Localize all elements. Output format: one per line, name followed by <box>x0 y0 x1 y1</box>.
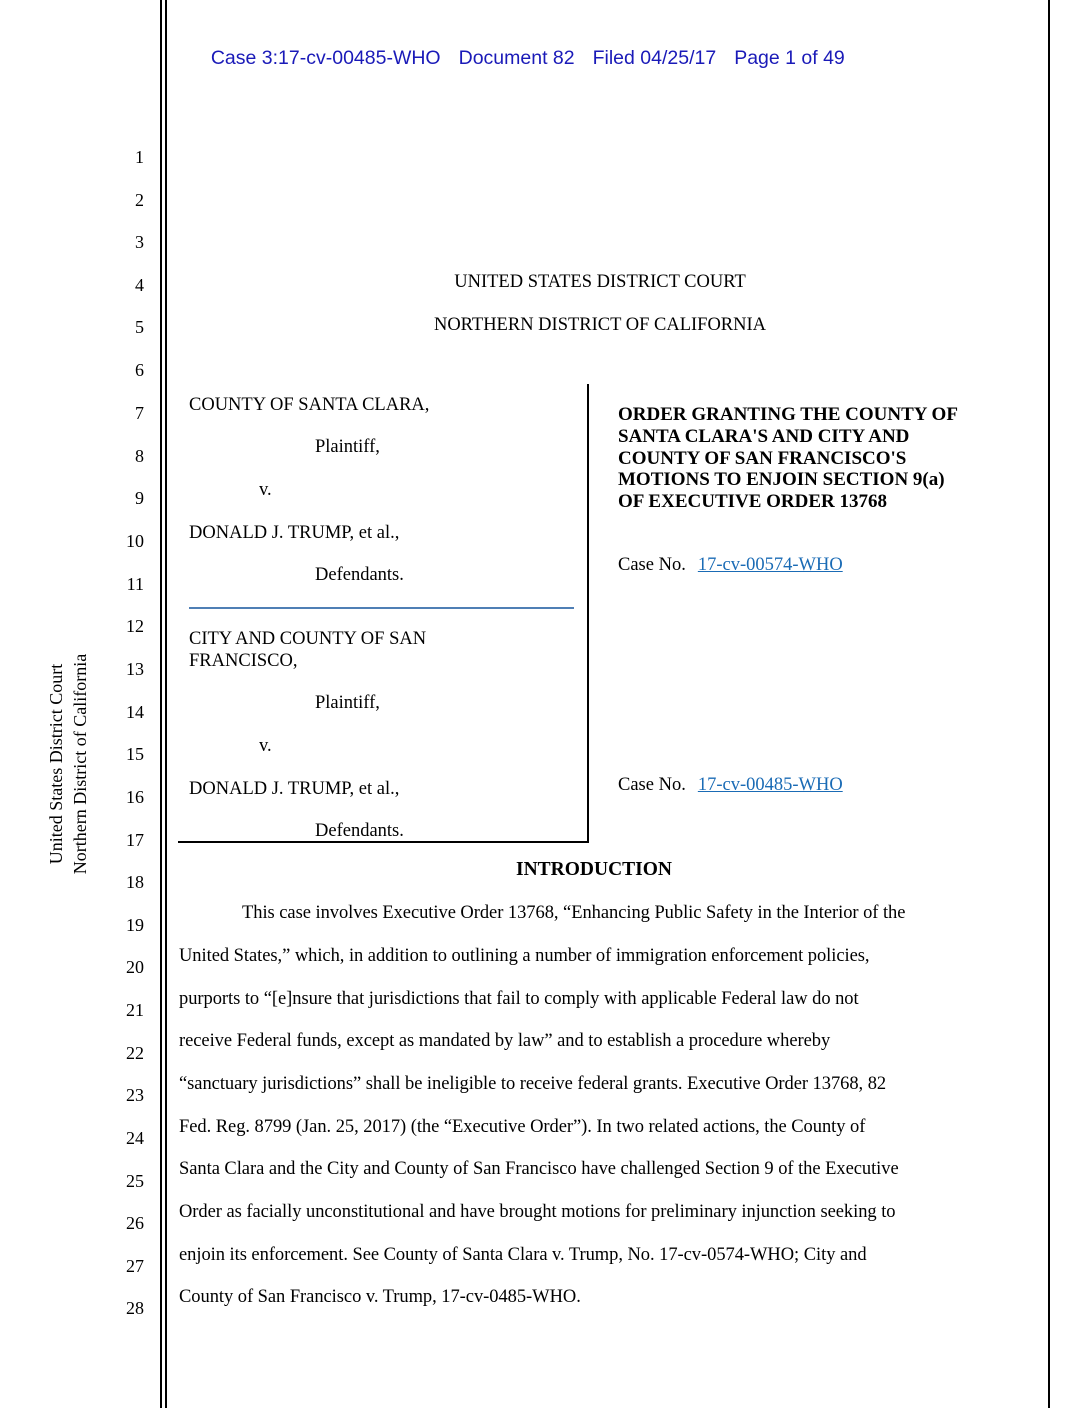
body-line: enjoin its enforcement. See County of Santa Clara v. Trump, No. 17-cv-0574-WHO; City and <box>179 1245 867 1265</box>
case1-plaintiff-role: Plaintiff, <box>315 437 380 457</box>
header-case-number: Case 3:17-cv-00485-WHO <box>210 47 441 69</box>
line-number: 6 <box>135 360 144 380</box>
caption-vertical-divider <box>587 384 589 843</box>
body-line: receive Federal funds, except as mandated by law” and to establish a procedure whereby <box>179 1031 831 1051</box>
case1-defendant-role: Defendants. <box>315 565 404 585</box>
line-number: 24 <box>126 1128 144 1148</box>
line-number: 20 <box>126 957 144 977</box>
caption-separator-rule <box>189 607 574 609</box>
line-number: 7 <box>135 403 144 423</box>
case2-plaintiff-line2: FRANCISCO, <box>189 651 298 671</box>
order-title <box>618 404 1038 513</box>
court-name: UNITED STATES DISTRICT COURT <box>454 272 746 292</box>
line-number: 17 <box>126 830 144 850</box>
body-line: Order as facially unconstitutional and have brought motions for preliminary injunction seeking to <box>179 1202 896 1222</box>
case1-number-link[interactable]: 17-cv-00574-WHO <box>697 555 843 575</box>
line-number: 5 <box>135 317 144 337</box>
header-filed-date: Filed 04/25/17 <box>592 47 717 69</box>
line-number: 4 <box>135 275 144 295</box>
line-number: 21 <box>126 1000 144 1020</box>
case2-versus: v. <box>259 736 272 756</box>
line-number: 3 <box>135 232 144 252</box>
case2-number-label: Case No. <box>618 775 686 795</box>
case2-number-link[interactable]: 17-cv-00485-WHO <box>697 775 843 795</box>
case1-defendant: DONALD J. TRUMP, et al., <box>189 523 400 543</box>
order-title-line: ORDER GRANTING THE COUNTY OF <box>618 404 958 425</box>
side-label-district: Northern District of California <box>70 653 90 875</box>
case1-plaintiff: COUNTY OF SANTA CLARA, <box>189 395 430 415</box>
case2-number-row <box>618 775 843 796</box>
line-number: 14 <box>126 702 144 722</box>
filing-header <box>200 24 863 70</box>
court-side-label <box>44 614 92 914</box>
header-document-number: Document 82 <box>458 47 575 69</box>
case2-plaintiff-line1: CITY AND COUNTY OF SAN <box>189 629 427 649</box>
case2-defendant: DONALD J. TRUMP, et al., <box>189 779 400 799</box>
case1-number-row <box>618 555 843 576</box>
line-number: 25 <box>126 1171 144 1191</box>
order-title-line: MOTIONS TO ENJOIN SECTION 9(a) <box>618 469 945 491</box>
line-number: 22 <box>126 1043 144 1063</box>
line-number: 11 <box>126 574 144 594</box>
body-line: This case involves Executive Order 13768, “Enhancing Public Safety in the Interior of the <box>242 903 906 923</box>
left-margin-rule-outer <box>160 0 162 1408</box>
body-line: United States,” which, in addition to outlining a number of immigration enforcement policies, <box>179 946 870 966</box>
body-line: “sanctuary jurisdictions” shall be ineligible to receive federal grants. Executive Order 13768, 82 <box>179 1074 887 1094</box>
line-number: 27 <box>126 1256 144 1276</box>
body-line: Santa Clara and the City and County of San Francisco have challenged Section 9 of the Executive <box>179 1159 899 1179</box>
line-number: 2 <box>135 190 144 210</box>
order-title-line: SANTA CLARA'S AND CITY AND <box>618 425 910 447</box>
body-line: purports to “[e]nsure that jurisdictions that fail to comply with applicable Federal law do not <box>179 989 859 1009</box>
introduction-heading: INTRODUCTION <box>516 859 673 880</box>
body-line: Fed. Reg. 8799 (Jan. 25, 2017) (the “Executive Order”). In two related actions, the County of <box>179 1117 866 1137</box>
order-title-line: OF EXECUTIVE ORDER 13768 <box>618 491 888 513</box>
line-number: 15 <box>126 744 144 764</box>
order-title-line: COUNTY OF SAN FRANCISCO'S <box>618 447 907 469</box>
line-number: 9 <box>135 488 144 508</box>
line-number: 8 <box>135 446 144 466</box>
court-district: NORTHERN DISTRICT OF CALIFORNIA <box>433 315 767 335</box>
case2-plaintiff-role: Plaintiff, <box>315 693 380 713</box>
right-margin-rule <box>1048 0 1050 1408</box>
line-number: 16 <box>126 787 144 807</box>
side-label-court: United States District Court <box>46 663 66 865</box>
line-number: 28 <box>126 1298 144 1318</box>
left-margin-rule-inner <box>165 0 167 1408</box>
line-number: 12 <box>126 616 144 636</box>
line-number: 19 <box>126 915 144 935</box>
case1-versus: v. <box>259 480 272 500</box>
line-number: 23 <box>126 1085 144 1105</box>
line-number: 1 <box>135 147 144 167</box>
header-page-count: Page 1 of 49 <box>734 47 845 69</box>
line-number: 18 <box>126 872 144 892</box>
line-number: 13 <box>126 659 144 679</box>
line-number: 26 <box>126 1213 144 1233</box>
case2-defendant-role: Defendants. <box>315 821 404 841</box>
body-line: County of San Francisco v. Trump, 17-cv-0485-WHO. <box>179 1287 581 1307</box>
line-number: 10 <box>126 531 144 551</box>
case1-number-label: Case No. <box>618 555 686 575</box>
